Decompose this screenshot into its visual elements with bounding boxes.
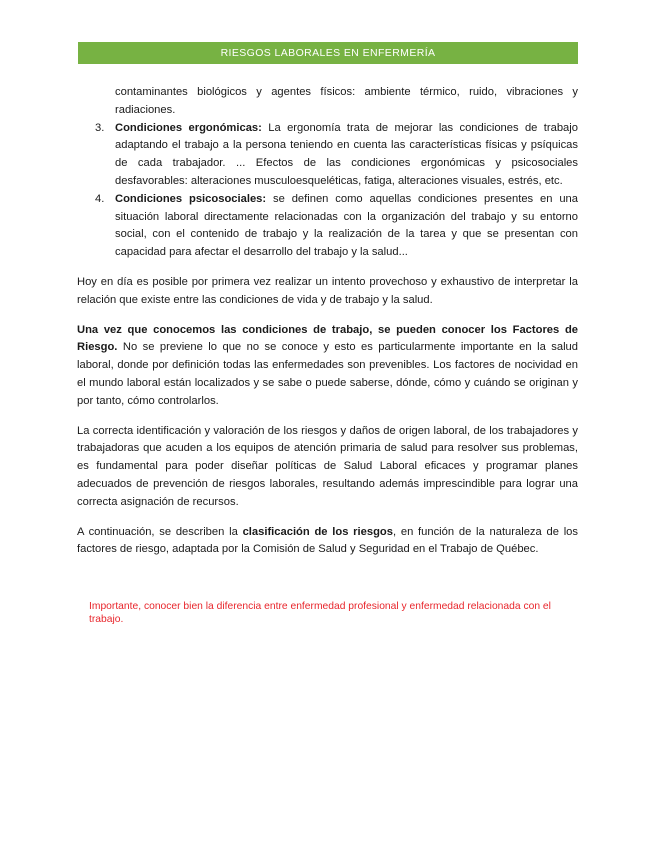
list-item-text: La ergonomía trata de mejorar las condiciones de trabajo adaptando el trabajo a la persona teniendo en cuenta las características físicas y psíquicas de cada trabajador. ... Efectos de las condiciones ergonómicas y psicosociales desfavorables: alteraciones musculoesqueléticas, fatiga, alteraciones visuales, estrés, etc. [115, 121, 578, 187]
classification-term: clasificación de los riesgos [242, 525, 393, 538]
paragraph-interpretation: Hoy en día es posible por primera vez realizar un intento provechoso y exhaustivo de interpretar la relación que existe entre las condiciones de vida y de trabajo y la salud. [77, 275, 578, 306]
important-note: Importante, conocer bien la diferencia entre enfermedad profesional y enfermedad relacionada con el trabajo. [89, 601, 551, 625]
page-header [78, 42, 578, 64]
paragraph-identification: La correcta identificación y valoración de los riesgos y daños de origen laboral, de los trabajadores y trabajadoras que acuden a los equipos de atención primaria de salud para resolver sus problemas, es fundamental para poder diseñar políticas de Salud Laboral eficaces y programar planes adecuados de prevención de riesgos laborales, resultando además imprescindible para lograr una correcta asignación de recursos. [77, 424, 578, 508]
risk-factors-text: No se previene lo que no se conoce y esto es particularmente importante en la salud laboral, donde por definición todas las enfermedades son prevenibles. Los factores de nocividad en el mundo laboral están localizados y se sabe o puede saberse, dónde, cómo y cuándo se originan y por tanto, cómo controlarlos. [77, 341, 578, 407]
risk-conditions-list [77, 120, 578, 262]
continued-list-text: contaminantes biológicos y agentes físicos: ambiente térmico, ruido, vibraciones y radiaciones. [115, 86, 578, 116]
list-item [95, 120, 578, 191]
list-item-term: Condiciones psicosociales: [115, 192, 267, 205]
list-item-number: 4. [95, 192, 105, 205]
list-item-text: se definen como aquellas condiciones presentes en una situación laboral directamente relacionadas con la organización del trabajo y su entorno social, con el contenido de trabajo y la realización de la tarea y que se presentan con capacidad para afectar el desarrollo del trabajo y la salud... [115, 192, 578, 259]
risk-factors-heading: Una vez que conocemos las condiciones de trabajo, se pueden conocer los Factores de Riesgo. [77, 323, 578, 354]
list-item-term: Condiciones ergonómicas: [115, 121, 262, 134]
header-title: RIESGOS LABORALES EN ENFERMERÍA [220, 47, 436, 59]
list-item-number: 3. [95, 121, 105, 134]
list-item [95, 191, 578, 262]
classification-rest: , en función de la naturaleza de los factores de riesgo, adaptada por la Comisión de Salud y Seguridad en el Trabajo de Québec. [77, 525, 578, 556]
paragraph-classification [77, 524, 578, 560]
document-body [77, 84, 578, 559]
classification-intro: A continuación, se describen la [77, 525, 243, 538]
paragraph-risk-factors [77, 322, 578, 411]
